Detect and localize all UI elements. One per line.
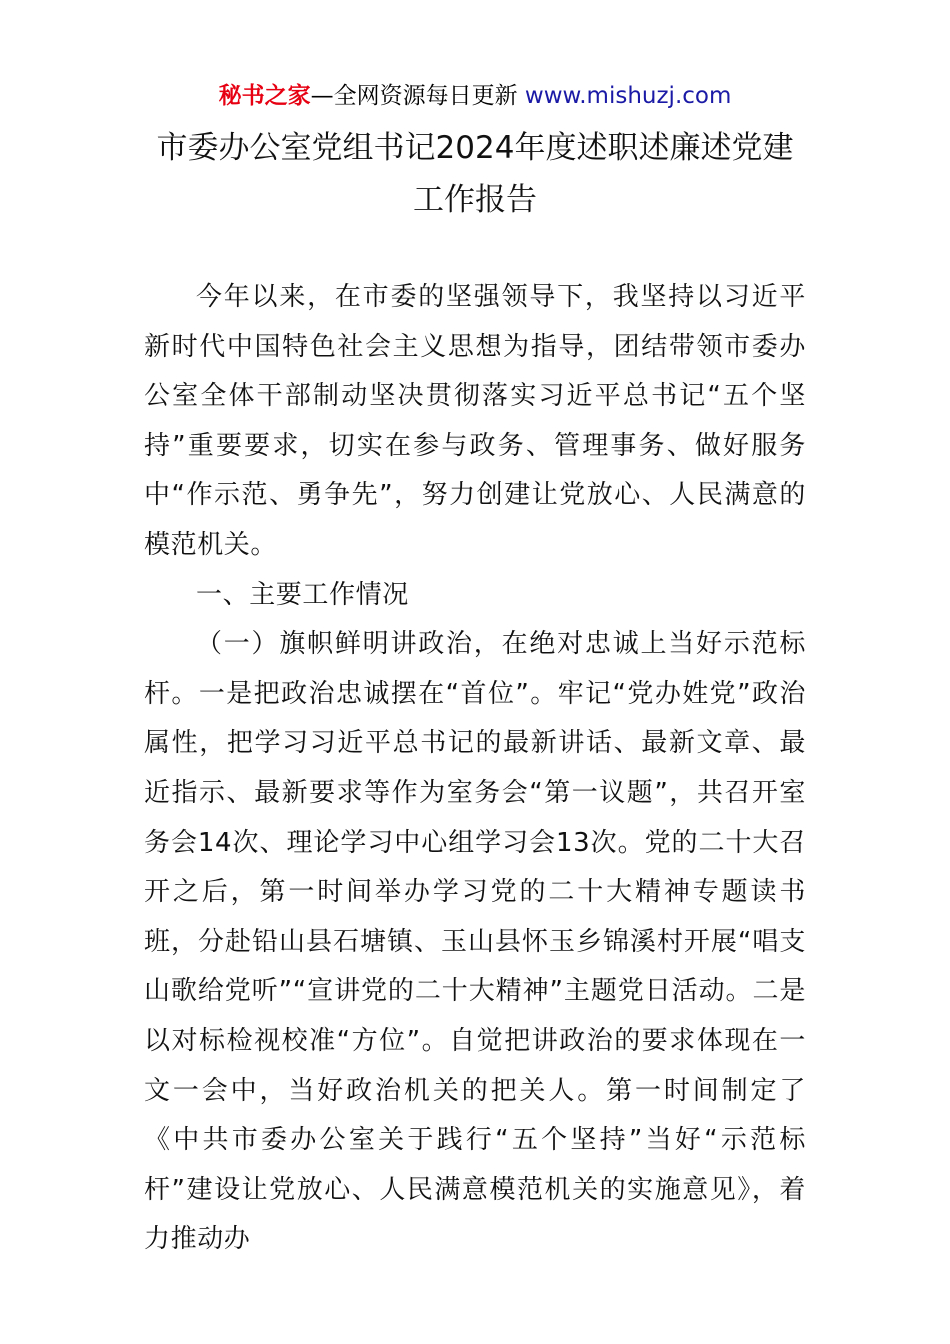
site-brand: 秘书之家 [218, 83, 311, 109]
document-title [100, 122, 850, 226]
document-body [144, 273, 806, 1265]
body-paragraph: （一）旗帜鲜明讲政治，在绝对忠诚上当好示范标杆。一是把政治忠诚摆在“首位”。牢记“党办姓党”政治属性，把学习习近平总书记的最新讲话、最新文章、最近指示、最新要求等作为室务会“第一议题”，共召开室务会14次、理论学习中心组学习会13次。党的二十大召开之后，第一时间举办学习党的二十大精神专题读书班，分赴铅山县石塘镇、玉山县怀玉乡锦溪村开展“唱支山歌给党听”“宣讲党的二十大精神”主题党日活动。二是以对标检视校准“方位”。自觉把讲政治的要求体现在一文一会中，当好政治机关的把关人。第一时间制定了《中共市委办公室关于践行“五个坚持”当好“示范标杆”建设让党放心、人民满意模范机关的实施意见》，着力推动办 [144, 629, 806, 1255]
site-header [0, 80, 950, 112]
site-tagline: —全网资源每日更新 [310, 83, 525, 109]
section-heading: 一、主要工作情况 [196, 579, 409, 610]
intro-paragraph: 今年以来，在市委的坚强领导下，我坚持以习近平新时代中国特色社会主义思想为指导，团结带领市委办公室全体干部制动坚决贯彻落实习近平总书记“五个坚持”重要要求，切实在参与政务、管理事务、做好服务中“作示范、勇争先”，努力创建让党放心、人民满意的模范机关。 [144, 282, 806, 560]
title-line-1: 市委办公室党组书记2024年度述职述廉述党建 [156, 130, 794, 166]
title-line-2: 工作报告 [413, 182, 537, 218]
site-url-link[interactable]: www.mishuzj.com [524, 83, 732, 109]
